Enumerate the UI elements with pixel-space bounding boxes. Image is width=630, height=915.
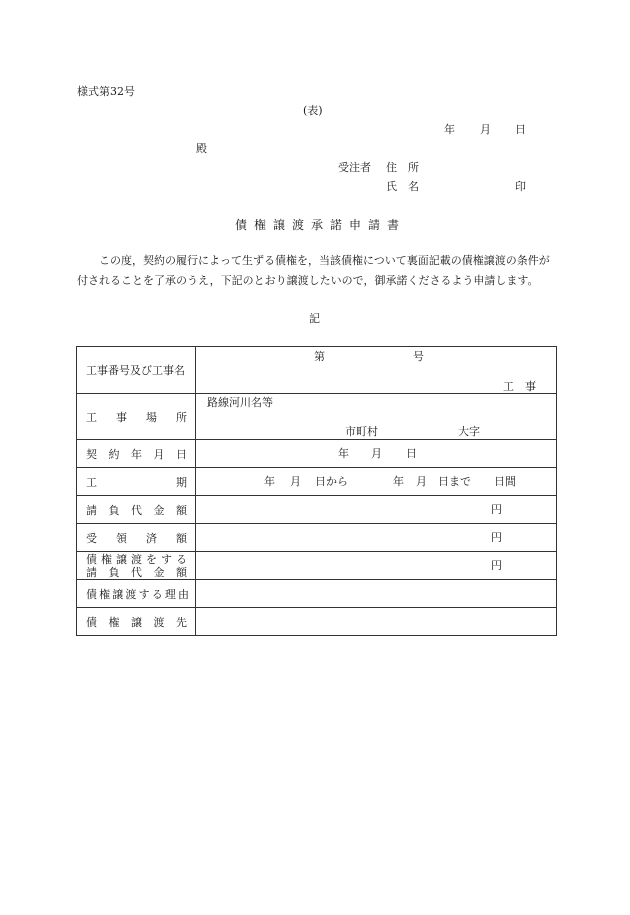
seal-mark: 印 [515,180,526,193]
application-table [76,346,557,636]
date-year: 年 [444,123,455,136]
address-label: 住 所 [386,161,419,174]
period-from-day: 日から [315,475,348,488]
date-day: 日 [515,123,526,136]
label-cell [77,496,196,524]
row-label-spread: 請 負 代 金 額 [86,503,187,517]
dai-marker: 第 [314,350,325,363]
period-to-month: 月 [416,475,427,488]
construction-period-cell[interactable] [196,468,557,496]
table-row [77,468,557,496]
project-name-cell[interactable] [196,347,557,394]
date-month: 月 [480,123,491,136]
table-row [77,524,557,552]
label-line-1: 債 権 譲 渡 を す る [86,552,187,566]
label-cell [77,394,196,440]
table-row [77,440,557,468]
label-cell [77,580,196,608]
period-from-year: 年 [264,475,275,488]
row-label-spread [77,409,195,425]
transfer-amount-cell[interactable] [196,552,557,580]
row-label-spread: 工 期 [86,475,187,489]
row-label-spread: 契 約 年 月 日 [86,447,187,461]
table-row [77,552,557,580]
contractor-label: 受注者 [338,161,371,174]
table-row [77,347,557,394]
label-char: 場 [146,410,157,424]
yen-unit: 円 [491,559,502,572]
form-number: 様式第32号 [77,85,135,98]
yen-unit: 円 [491,531,502,544]
contract-day: 日 [406,447,417,460]
period-from-month: 月 [290,475,301,488]
label-char: 工 [86,410,97,424]
application-body: この度，契約の履行によって生ずる債権を，当該債権について裏面記載の債権譲渡の条件が付されることを了承のうえ，下記のとおり譲渡したいので，御承諾くださるよう申請します。 [77,254,550,287]
received-amount-cell[interactable] [196,524,557,552]
addressee-suffix: 殿 [196,142,207,155]
period-to-day: 日まで [438,475,471,488]
label-cell [77,468,196,496]
label-cell [77,440,196,468]
contract-month: 月 [371,447,382,460]
label-cell [77,552,196,580]
label-char: 事 [116,410,127,424]
table-row [77,496,557,524]
label-cell [77,524,196,552]
transfer-reason-cell[interactable] [196,580,557,608]
table-row [77,394,557,440]
yen-unit: 円 [491,503,502,516]
contract-amount-cell[interactable] [196,496,557,524]
row-label: 工事番号及び工事名 [86,364,185,377]
aza-label: 大字 [458,425,480,438]
row-label-spread: 債 権 譲 渡 先 [86,615,187,629]
project-location-cell[interactable] [196,394,557,440]
document-title: 債権譲渡承諾申請書 [235,218,407,232]
table-row [77,608,557,636]
label-char: 所 [176,410,187,424]
transferee-cell[interactable] [196,608,557,636]
row-label-spread: 債 権 譲 渡 す る 理 由 [86,587,189,601]
label-cell [77,608,196,636]
row-label-spread: 受 領 済 額 [86,531,187,545]
koji-marker: 工 事 [503,380,536,393]
table-row [77,580,557,608]
label-cell [77,347,196,394]
period-to-year: 年 [393,475,404,488]
name-label: 氏 名 [386,180,419,193]
period-days: 日間 [494,475,516,488]
two-line-label [77,553,195,579]
contract-date-cell[interactable] [196,440,557,468]
route-label: 路線河川名等 [207,396,273,409]
form-side-label: (表) [303,104,323,117]
ki-marker: 記 [309,312,320,325]
go-marker: 号 [413,350,424,363]
contract-year: 年 [338,447,349,460]
city-label: 市町村 [345,425,378,438]
label-line-2: 請 負 代 金 額 [86,565,187,579]
